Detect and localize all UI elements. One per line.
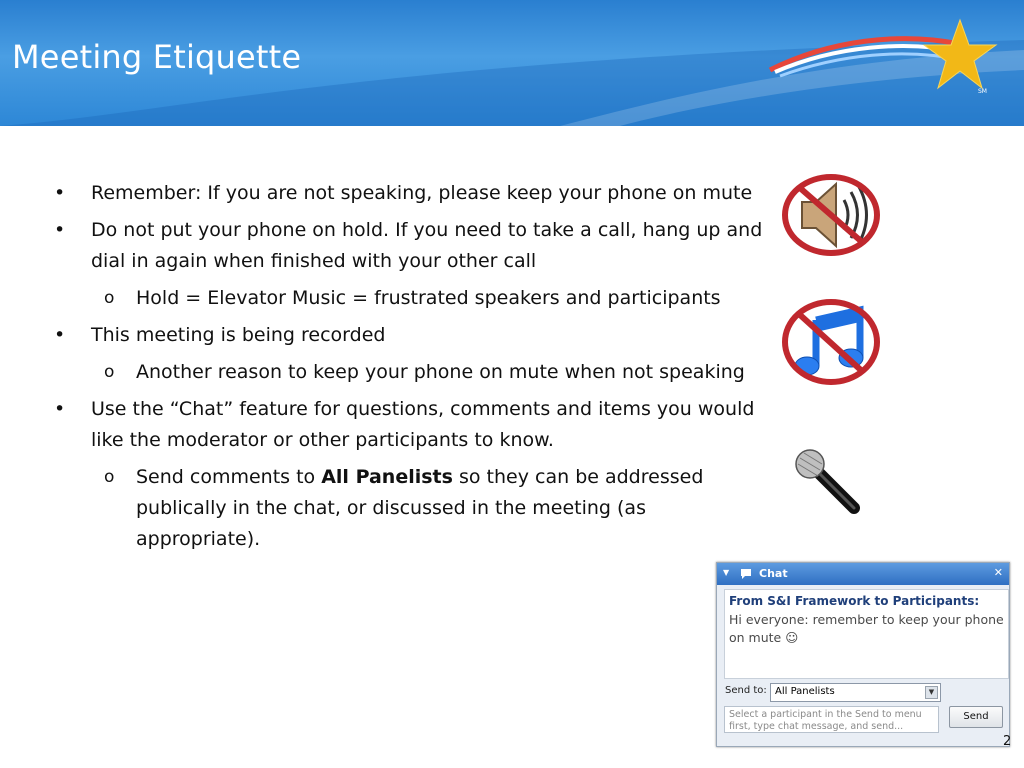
bullet-item — [54, 394, 774, 456]
chevron-down-icon[interactable]: ▼ — [925, 686, 938, 699]
bullet-text: Remember: If you are not speaking, please keep your phone on mute — [91, 182, 753, 204]
chat-message-text: Hi everyone: remember to keep your phone on mute ☺ — [729, 612, 1004, 645]
bullet-text: Do not put your phone on hold. If you need to take a call, hang up and dial in again when finished with your other call — [91, 219, 763, 272]
all-panelists-emphasis: All Panelists — [321, 466, 453, 488]
send-to-value: All Panelists — [775, 686, 835, 697]
chat-messages — [724, 589, 1009, 679]
slide-title: Meeting Etiquette — [12, 38, 302, 76]
bullet-marker: • — [54, 398, 66, 420]
bullet-marker: • — [54, 182, 66, 204]
service-mark: SM — [978, 88, 987, 95]
sub-bullet-text-after: so they can be addressed publically in the chat, or discussed in the meeting (as appropriate). — [136, 466, 704, 550]
sub-bullet-text-before: Send comments to — [136, 466, 322, 488]
bullet-marker: • — [54, 324, 66, 346]
bullet-item — [54, 178, 774, 209]
bullet-text: Use the “Chat” feature for questions, comments and items you would like the moderator or other participants to know. — [91, 398, 755, 451]
slide-header — [0, 0, 1024, 126]
chat-title-bar — [717, 563, 1009, 585]
send-to-select[interactable] — [770, 683, 941, 702]
chat-title: Chat — [759, 567, 788, 580]
bullet-item — [54, 320, 774, 351]
sub-bullet-item — [54, 357, 774, 388]
chat-panel — [716, 562, 1010, 747]
bullet-list — [54, 178, 774, 561]
sub-bullet-text: Hold = Elevator Music = frustrated speakers and participants — [136, 287, 721, 309]
collapse-icon[interactable]: ▼ — [723, 568, 730, 577]
sub-bullet-item — [54, 462, 736, 555]
no-music-icon — [780, 298, 882, 388]
page-number: 2 — [1003, 734, 1012, 749]
star-logo-icon — [922, 18, 998, 90]
sub-bullet-item — [54, 283, 774, 314]
chat-message-input[interactable]: Select a participant in the Send to menu first, type chat message, and send... — [724, 706, 939, 733]
sub-bullet-marker: o — [104, 288, 115, 308]
no-speaker-icon — [780, 172, 882, 258]
bullet-marker: • — [54, 219, 66, 241]
microphone-icon — [792, 448, 862, 516]
sub-bullet-text: Another reason to keep your phone on mute when not speaking — [136, 361, 745, 383]
close-icon[interactable]: ✕ — [993, 566, 1003, 579]
bullet-text: This meeting is being recorded — [91, 324, 386, 346]
send-to-label: Send to: — [725, 685, 767, 696]
bullet-item — [54, 215, 774, 277]
send-button[interactable]: Send — [949, 706, 1003, 728]
sub-bullet-marker: o — [104, 362, 115, 382]
chat-message-sender: From S&I Framework to Participants: — [729, 594, 980, 608]
chat-bubble-icon — [740, 568, 752, 580]
sub-bullet-marker: o — [104, 467, 115, 487]
